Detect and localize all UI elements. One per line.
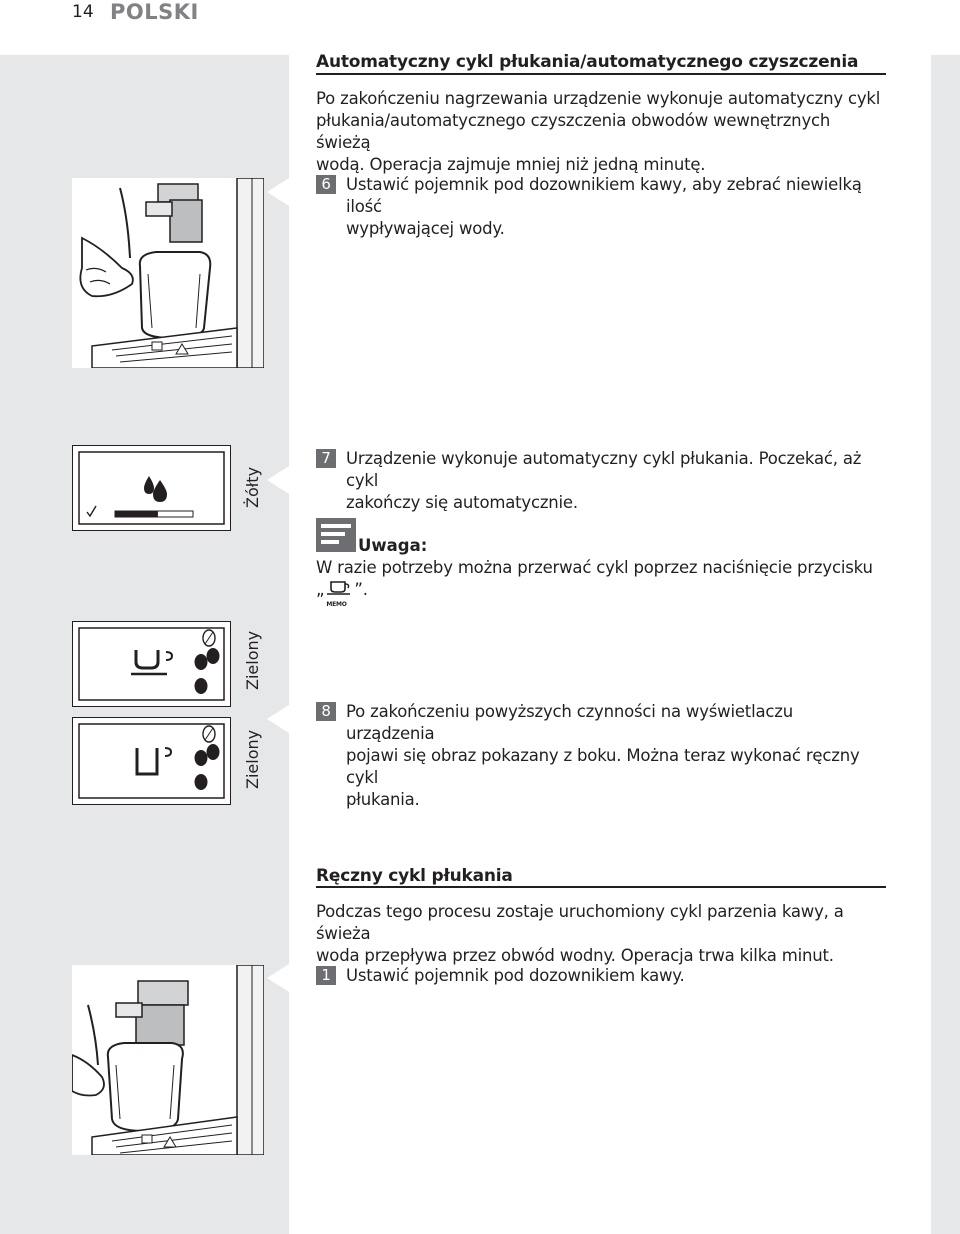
label-green-2: Zielony: [243, 729, 262, 789]
manual-rinse-intro: Podczas tego procesu zostaje uruchomiony cykl parzenia kawy, a świeża woda przepływa przez obwód wodny. Operacja trwa kilka minut.: [316, 902, 844, 965]
step-number: 6: [316, 175, 336, 194]
note-title: Uwaga:: [358, 536, 428, 555]
pointer-notch: [267, 466, 289, 494]
machine-with-jug-drawing: [72, 178, 264, 368]
right-margin-band: [931, 55, 960, 1234]
machine-with-jug-drawing: [72, 965, 264, 1155]
note-text: W razie potrzeby można przerwać cykl poprzez naciśnięcie przycisku „ MEMO ”.: [316, 558, 873, 608]
pointer-notch: [267, 178, 289, 206]
label-green-1: Zielony: [243, 630, 262, 690]
section-rule: [316, 886, 886, 888]
display-rinse-progress: [72, 445, 231, 531]
note-icon: [316, 518, 356, 552]
auto-rinse-intro: Po zakończeniu nagrzewania urządzenie wykonuje automatyczny cykl płukania/automatycznego czyszczenia obwodów wewnętrznych świeżą wodą. Operacja zajmuje mniej niż jedną minutę.: [316, 89, 881, 174]
illustration-container-under-dispenser-2: [72, 965, 264, 1155]
section-rule: [316, 73, 886, 75]
step-number: 7: [316, 449, 336, 468]
label-yellow: Żółty: [243, 466, 262, 508]
pointer-notch: [267, 964, 289, 992]
step-number: 1: [316, 966, 336, 985]
step-7: 7 Urządzenie wykonuje automatyczny cykl płukania. Poczekać, aż cykl zakończy się automatycznie.: [316, 448, 886, 470]
progress-fill: [115, 511, 158, 517]
step-8: 8 Po zakończeniu powyższych czynności na wyświetlaczu urządzenia pojawi się obraz pokazany z boku. Można teraz wykonać ręczny cykl płukania.: [316, 701, 886, 723]
illustration-container-under-dispenser: [72, 178, 264, 368]
section-title-auto-rinse: Automatyczny cykl płukania/automatycznego czyszczenia: [316, 52, 859, 72]
step-1: 1 Ustawić pojemnik pod dozownikiem kawy.: [316, 965, 886, 987]
display-ready-cup: [72, 621, 231, 707]
section-title-manual-rinse: Ręczny cykl płukania: [316, 866, 513, 886]
pointer-notch: [267, 705, 289, 733]
language-label: POLSKI: [110, 0, 199, 24]
page-number: 14: [72, 2, 94, 22]
display-ready-jug: [72, 717, 231, 805]
step-number: 8: [316, 702, 336, 721]
memo-cup-icon: MEMO: [324, 579, 354, 601]
step-6: 6 Ustawić pojemnik pod dozownikiem kawy, aby zebrać niewielką ilość wypływającej wody.: [316, 174, 886, 196]
